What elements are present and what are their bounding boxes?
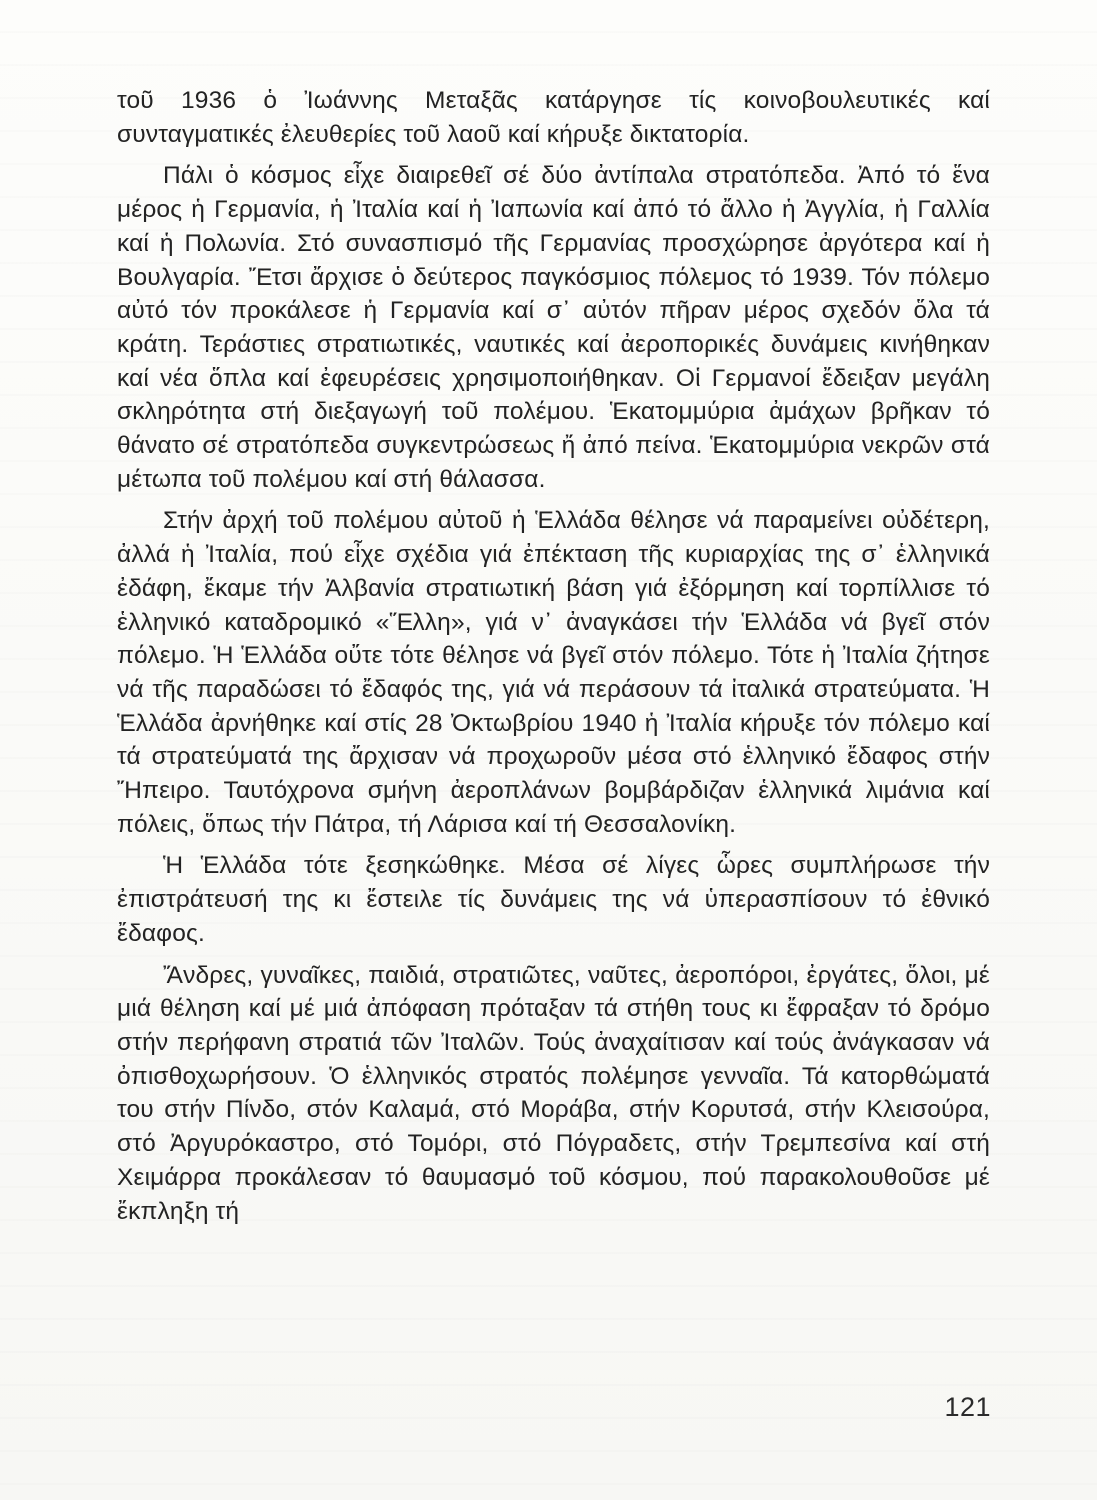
paragraph-mobilization: Ἡ Ἑλλάδα τότε ξεσηκώθηκε. Μέσα σέ λίγες ὧρες συμπλήρωσε τήν ἐπιστράτευσή της κι ἔστειλε τίς δυνάμεις της νά ὑπερασπίσουν τό ἐθνικό ἔδαφος. <box>117 852 990 947</box>
paragraph-continuation: τοῦ 1936 ὁ Ἰωάννης Μεταξᾶς κατάργησε τίς κοινοβουλευτικές καί συνταγματικές ἐλευθερίες τοῦ λαοῦ καί κήρυξε δικτατορία. <box>117 87 990 148</box>
paragraph-world-war-intro: Πάλι ὁ κόσμος εἶχε διαιρεθεῖ σέ δύο ἀντίπαλα στρατόπεδα. Ἀπό τό ἕνα μέρος ἡ Γερμανία, ἡ Ἰταλία καί ἡ Ἰαπωνία καί ἀπό τό ἄλλο ἡ Ἀγγλία, ἡ Γαλλία καί ἡ Πολωνία. Στό συνασπισμό τῆς Γερμανίας προσχώρησε ἀργότερα καί ἡ Βουλγαρία. Ἔτσι ἄρχισε ὁ δεύτερος παγκόσμιος πόλεμος τό 1939. Τόν πόλεμο αὐτό τόν προκάλεσε ἡ Γερμανία καί σ᾽ αὐτόν πῆραν μέρος σχεδόν ὅλα τά κράτη. Τεράστιες στρατιωτικές, ναυτικές καί ἀεροπορικές δυνάμεις κινήθηκαν καί νέα ὅπλα καί ἐφευρέσεις χρησιμοποιήθηκαν. Οἱ Γερμανοί ἔδειξαν μεγάλη σκληρότητα στή διεξαγωγή τοῦ πολέμου. Ἑκατομμύρια ἀμάχων βρῆκαν τό θάνατο σέ στρατόπεδα συγκεντρώσεως ἤ ἀπό πείνα. Ἑκατομμύρια νεκρῶν στά μέτωπα τοῦ πολέμου καί στή θάλασσα. <box>117 162 990 493</box>
main-text-column <box>117 84 990 1228</box>
page-number: 121 <box>944 1392 991 1422</box>
paragraph-resistance: Ἄνδρες, γυναῖκες, παιδιά, στρατιῶτες, ναῦτες, ἀεροπόροι, ἐργάτες, ὅλοι, μέ μιά θέληση καί μέ μιά ἀπόφαση πρόταξαν τά στήθη τους κι ἔφραξαν τό δρόμο στήν περήφανη στρατιά τῶν Ἰταλῶν. Τούς ἀναχαίτισαν καί τούς ἀνάγκασαν νά ὀπισθοχωρήσουν. Ὁ ἑλληνικός στρατός πολέμησε γενναῖα. Τά κατορθώματά του στήν Πίνδο, στόν Καλαμά, στό Μοράβα, στήν Κορυτσά, στήν Κλεισούρα, στό Ἀργυρόκαστρο, στό Τομόρι, στό Πόγραδετς, στήν Τρεμπεσίνα καί στή Χειμάρρα προκάλεσαν τό θαυμασμό τοῦ κόσμου, πού παρακολουθοῦσε μέ ἔκπληξη τή <box>117 961 990 1225</box>
paragraph-greece-neutrality: Στήν ἀρχή τοῦ πολέμου αὐτοῦ ἡ Ἑλλάδα θέλησε νά παραμείνει οὐδέτερη, ἀλλά ἡ Ἰταλία, πού εἶχε σχέδια γιά ἐπέκταση τῆς κυριαρχίας της σ᾽ ἑλληνικά ἐδάφη, ἔκαμε τήν Ἀλβανία στρατιωτική βάση γιά ἐξόρμηση καί τορπίλλισε τό ἑλληνικό καταδρομικό «Ἕλλη», γιά ν᾽ ἀναγκάσει τήν Ἑλλάδα νά βγεῖ στόν πόλεμο. Ἡ Ἑλλάδα οὔτε τότε θέλησε νά βγεῖ στόν πόλεμο. Τότε ἡ Ἰταλία ζήτησε νά τῆς παραδώσει τό ἔδαφός της, γιά νά περάσουν τά ἰταλικά στρατεύματα. Ἡ Ἑλλάδα ἀρνήθηκε καί στίς 28 Ὀκτωβρίου 1940 ἡ Ἰταλία κήρυξε τόν πόλεμο καί τά στρατεύματά της ἄρχισαν νά προχωροῦν μέσα στό ἑλληνικό ἔδαφος στήν Ἤπειρο. Ταυτόχρονα σμήνη ἀεροπλάνων βομβάρδιζαν ἑλληνικά λιμάνια καί πόλεις, ὅπως τήν Πάτρα, τή Λάρισα καί τή Θεσσαλονίκη. <box>117 507 990 838</box>
